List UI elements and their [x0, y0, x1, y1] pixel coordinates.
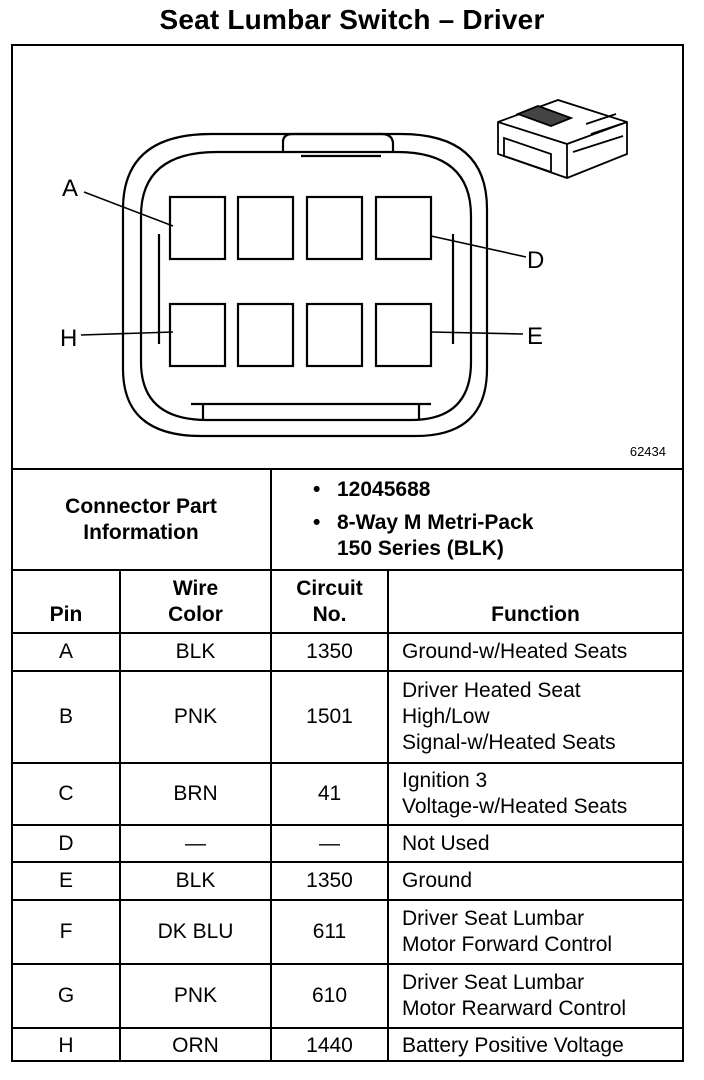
- cell-wire-color: —: [185, 831, 206, 855]
- connector-face-drawing: [11, 44, 684, 469]
- cell-wire-color: PNK: [173, 984, 218, 1007]
- function-text: Ignition 3 Voltage-w/Heated Seats: [402, 769, 628, 818]
- header-wire-color: Wire Color: [168, 577, 223, 626]
- cell-wire-color: BLK: [175, 640, 216, 663]
- connector-info-label: Connector Part Information: [65, 494, 217, 544]
- cell-circuit: 1350: [306, 640, 353, 663]
- cell-wire-color: PNK: [173, 705, 218, 728]
- cell-function: [389, 672, 682, 762]
- cell-pin: F: [59, 920, 73, 943]
- cell-wire-color: BRN: [173, 782, 218, 805]
- cell-function: Battery Positive Voltage: [402, 1033, 624, 1057]
- cell-function: [389, 901, 682, 963]
- cell-circuit: 1501: [306, 705, 353, 728]
- pin-label-e: E: [527, 323, 544, 350]
- cell-circuit: 1440: [306, 1033, 353, 1057]
- divider-line: [270, 469, 272, 570]
- connector-info-item: 150 Series (BLK): [337, 537, 504, 560]
- function-text: Driver Seat Lumbar Motor Forward Control: [402, 907, 613, 956]
- cell-function: [389, 965, 682, 1027]
- pin-label-d: D: [527, 247, 545, 274]
- pin-label-a: A: [62, 175, 79, 202]
- cell-pin: A: [58, 640, 73, 663]
- cell-wire-color: BLK: [175, 869, 216, 892]
- cell-function: [389, 764, 682, 824]
- header-pin: Pin: [49, 603, 83, 626]
- cell-pin: G: [57, 984, 75, 1007]
- cell-function: Ground: [402, 869, 473, 892]
- cell-pin: D: [58, 831, 74, 855]
- connector-diagram: [11, 44, 684, 469]
- function-text: Driver Seat Lumbar Motor Rearward Control: [402, 971, 627, 1020]
- page-title: Seat Lumbar Switch – Driver: [159, 4, 545, 35]
- function-text: Driver Heated Seat High/Low Signal-w/Heated Seats: [402, 679, 616, 754]
- cell-circuit: 610: [311, 984, 348, 1007]
- pin-label-h: H: [60, 325, 78, 352]
- cell-function: Not Used: [402, 831, 490, 855]
- connector-info-item: • 12045688: [313, 478, 431, 501]
- cell-circuit: 611: [312, 920, 347, 943]
- figure-number: 62434: [629, 444, 666, 459]
- cell-pin: B: [58, 705, 73, 728]
- cell-function: Ground-w/Heated Seats: [402, 640, 628, 663]
- header-circuit: Circuit No.: [296, 577, 363, 626]
- header-function: Function: [491, 603, 580, 626]
- cell-pin: H: [58, 1033, 74, 1057]
- connector-info-item: • 8-Way M Metri-Pack: [313, 511, 534, 534]
- divider-line: [11, 569, 684, 571]
- cell-circuit: 41: [317, 782, 342, 805]
- cell-wire-color: DK BLU: [157, 920, 234, 943]
- cell-circuit: —: [319, 831, 340, 855]
- cell-pin: E: [58, 869, 73, 892]
- cell-pin: C: [58, 782, 74, 805]
- cell-wire-color: ORN: [172, 1033, 219, 1057]
- cell-circuit: 1350: [306, 869, 353, 892]
